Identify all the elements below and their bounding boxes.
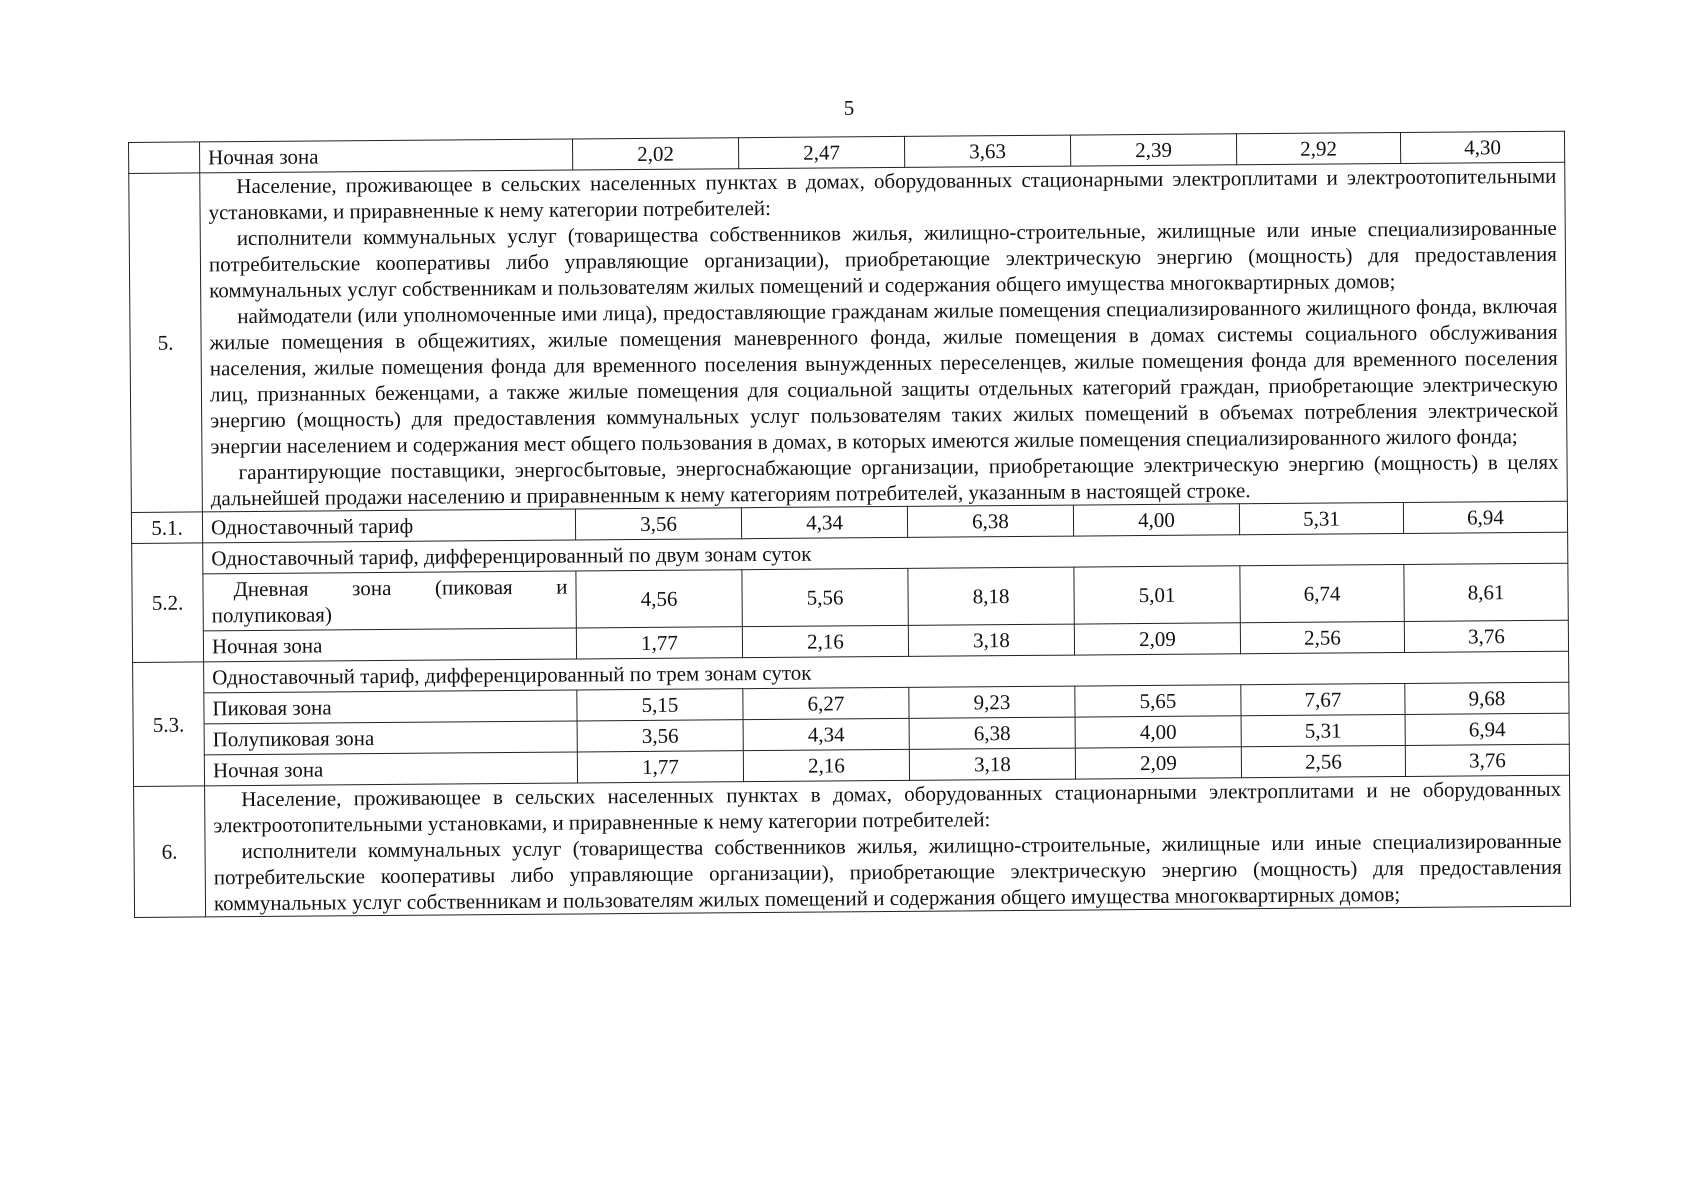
paragraph: исполнители коммунальных услуг (товарищества собственников жилья, жилищно-строительные, жилищные или иные специализированные потребительские кооперативы либо управляющие организации), приобретающие электрическую энергию (мощность) для предоставления коммунальных услуг собственникам и пользователям жилых помещений и содержания общего имущества многоквартирных домов; [213,828,1562,916]
value-cell: 7,67 [1241,683,1405,715]
value-cell: 5,15 [577,689,743,721]
value-cell: 4,30 [1400,131,1564,163]
value-cell: 2,39 [1070,134,1236,166]
row-label: Ночная зона [203,628,576,662]
value-cell: 2,09 [1074,623,1240,655]
page-number: 5 [843,96,855,120]
row-number-cell: 5.1. [131,512,202,544]
value-cell: 3,56 [575,508,741,540]
value-cell: 6,74 [1240,564,1404,622]
value-cell: 4,56 [576,570,742,628]
row-number-cell: 5.3. [133,662,205,787]
value-cell: 3,18 [908,624,1074,656]
subsection-header: Одноставочный тариф, дифференцированный по трем зонам суток [204,651,1569,693]
label-word: зона [352,575,392,601]
subsection-header: Одноставочный тариф, дифференцированный по двум зонам суток [203,532,1568,574]
value-cell: 5,56 [742,568,908,626]
value-cell: 1,77 [577,751,743,783]
value-cell: 4,34 [741,506,907,538]
row-label: Одноставочный тариф [202,509,575,543]
value-cell: 4,00 [1075,716,1241,748]
value-cell: 9,23 [909,686,1075,718]
value-cell: 5,65 [1075,685,1241,717]
value-cell: 5,01 [1074,566,1240,624]
value-cell: 2,09 [1075,747,1241,779]
row-number-cell: 6. [134,786,206,918]
paragraph: наймодатели (или уполномоченные ими лица), предоставляющие гражданам жилые помещения специализированного жилищного фонда, включая жилые помещения в общежитиях, жилые помещения маневренного фонда, жилые помещения в домах системы социального обслуживания населения, жилые помещения фонда для временного поселения вынужденных переселенцев, жилые помещения фонда для временного поселения лиц, признанных беженцами, а также жилые помещения для социальной защиты отдельных категорий граждан, приобретающие электрическую энергию (мощность) для предоставления коммунальных услуг пользователям таких жилых помещений в объемах потребления электрической энергии населением и содержания мест общего пользования в домах, в которых имеются жилые помещения специализированного жилого фонда; [209,293,1559,459]
value-cell: 2,16 [743,749,909,781]
value-cell: 5,31 [1241,714,1405,746]
value-cell: 2,02 [572,138,738,170]
label-word: и [556,574,568,599]
value-cell: 6,27 [743,687,909,719]
value-cell: 3,56 [577,720,743,752]
row-label: Полупиковая зона [204,721,577,755]
label-word: Дневная [233,576,309,602]
row-label: Ночная зона [200,139,573,173]
value-cell: 6,38 [907,505,1073,537]
value-cell: 2,16 [742,625,908,657]
value-cell: 2,56 [1241,745,1405,777]
label-word: (пиковая [434,574,513,600]
value-cell: 8,18 [908,567,1074,625]
value-cell: 5,31 [1239,502,1403,534]
value-cell: 6,94 [1405,713,1569,745]
value-cell: 6,38 [909,717,1075,749]
row-label-line: полупиковая) [211,602,332,628]
value-cell: 3,76 [1404,620,1568,652]
value-cell: 2,56 [1240,621,1404,653]
section-row [129,162,1568,512]
value-cell: 2,92 [1236,133,1400,165]
value-cell: 4,34 [743,718,909,750]
row-label: Ночная зона [204,752,577,786]
row-number-cell: 5.2. [132,543,204,663]
value-cell: 1,77 [576,627,742,659]
paragraph: Население, проживающее в сельских населенных пунктах в домах, оборудованных стационарными электроплитами и не оборудованных электроотопительными установками, и приравненные к нему категории потребителей: [213,776,1562,838]
tariff-table [128,131,1571,918]
section-description [200,162,1568,512]
row-label: Пиковая зона [204,690,577,724]
section-row [134,775,1571,917]
paragraph: гарантирующие поставщики, энергосбытовые, энергоснабжающие организации, приобретающие электрическую энергию (мощность) в целях дальнейшей продажи населению и приравненным к нему категориям потребителей, указанным в настоящей строке. [210,449,1559,511]
paragraph: Население, проживающее в сельских населенных пунктах в домах, оборудованных стационарными электроплитами и электроотопительными установками, и приравненные к нему категории потребителей: [208,163,1557,225]
row-label-line [211,574,567,603]
value-cell: 3,18 [909,748,1075,780]
value-cell: 3,76 [1405,744,1569,776]
row-label [203,571,576,631]
row-number-cell [129,142,200,174]
paragraph: исполнители коммунальных услуг (товарищества собственников жилья, жилищно-строительные, жилищные или иные специализированные потребительские кооперативы либо управляющие организации), приобретающие электрическую энергию (мощность) для предоставления коммунальных услуг собственникам и пользователям жилых помещений и содержания общего имущества многоквартирных домов; [208,215,1558,303]
value-cell: 9,68 [1405,682,1569,714]
value-cell: 3,63 [904,135,1070,167]
row-number-cell: 5. [129,173,203,513]
value-cell: 8,61 [1404,563,1568,621]
section-description [205,775,1571,917]
value-cell: 6,94 [1403,501,1567,533]
value-cell: 2,47 [738,136,904,168]
value-cell: 4,00 [1073,504,1239,536]
